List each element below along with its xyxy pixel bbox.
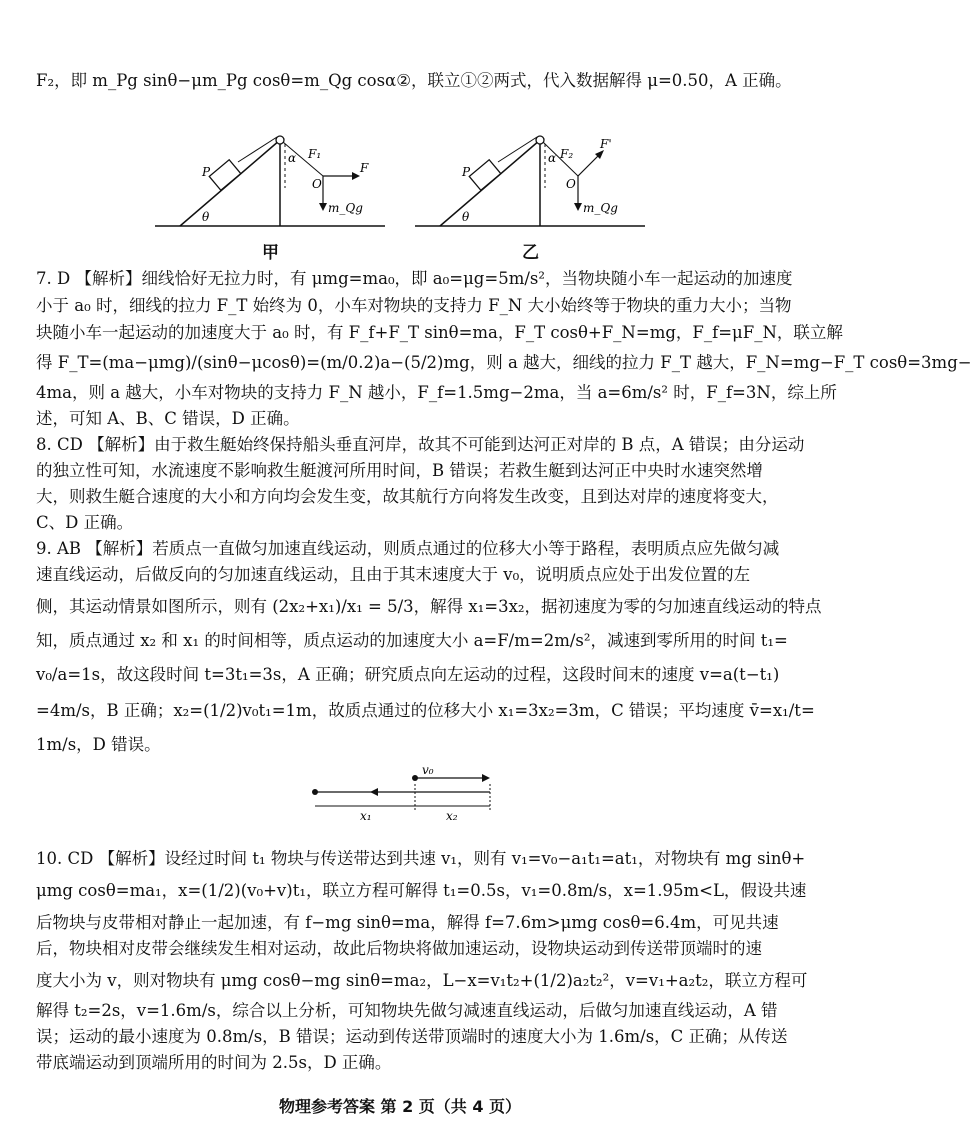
label-o: O — [566, 177, 576, 191]
intro-line: F₂，即 m_Pg sinθ−μm_Pg cosθ=m_Qg cosα②，联立①②两式，代入数据解得 μ=0.50，A 正确。 — [36, 71, 792, 90]
force-mqg-arrow — [319, 203, 327, 211]
block-p — [469, 160, 500, 191]
q10-line-4: 后，物块相对皮带会继续发生相对运动，故此后物块将做加速运动，设物块运动到传送带顶端时的速 — [36, 939, 762, 958]
q9-line-6: =4m/s，B 正确；x₂=(1/2)v₀t₁=1m，故质点通过的位移大小 x₁=3x₂=3m，C 错误；平均速度 v̄=x₁/t= — [36, 701, 815, 720]
caption-yi: 乙 — [522, 243, 539, 263]
label-alpha: α — [288, 151, 297, 165]
label-alpha: α — [548, 151, 557, 165]
label-theta: θ — [462, 210, 470, 224]
q9-line-5: v₀/a=1s，故这段时间 t=3t₁=3s，A 正确；研究质点向左运动的过程，这段时间末的速度 v=a(t−t₁) — [36, 665, 780, 684]
label-v0: v₀ — [422, 763, 434, 777]
label-p: P — [462, 165, 471, 179]
q10-line-5: 度大小为 v，则对物块有 μmg cosθ−mg sinθ=ma₂，L−x=v₁t₂+(1/2)a₂t₂²，v=v₁+a₂t₂，联立方程可 — [36, 971, 808, 990]
path-arrow — [370, 788, 378, 796]
label-o: O — [312, 177, 322, 191]
q9-line-2: 速直线运动，后做反向的匀加速直线运动，且由于其末速度大于 v₀，说明质点应处于出发位置的左 — [36, 565, 751, 584]
q10-line-6: 解得 t₂=2s，v=1.6m/s，综合以上分析，可知物块先做匀减速直线运动，后做匀加速直线运动，A 错 — [36, 1001, 778, 1020]
label-x2: x₂ — [446, 809, 458, 823]
label-mqg: m_Qg — [328, 201, 363, 215]
q8-line-1: 8. CD 【解析】由于救生艇始终保持船头垂直河岸，故其不可能到达河正对岸的 B 点，A 错误；由分运动 — [36, 435, 805, 454]
string — [238, 137, 277, 162]
q7-line-2: 小于 a₀ 时，细线的拉力 F_T 始终为 0，小车对物块的支持力 F_N 大小始终等于物块的重力大小；当物 — [36, 296, 792, 315]
q8-line-2: 的独立性可知，水流速度不影响救生艇渡河所用时间，B 错误；若救生艇到达河正中央时水速突然增 — [36, 461, 763, 480]
q9-line-7: 1m/s，D 错误。 — [36, 735, 161, 754]
q8-line-3: 大，则救生艇合速度的大小和方向均会发生变，故其航行方向将发生改变，且到达对岸的速度将变大， — [36, 487, 779, 506]
q9-line-3: 侧，其运动情景如图所示，则有 (2x₂+x₁)/x₁ = 5/3，解得 x₁=3x₂，据初速度为零的匀加速直线运动的特点 — [36, 597, 822, 616]
pulley — [536, 136, 544, 144]
q9-line-4: 知，质点通过 x₂ 和 x₁ 的时间相等，质点运动的加速度大小 a=F/m=2m/s²，减速到零所用的时间 t₁= — [36, 631, 788, 650]
q7-line-3: 块随小车一起运动的加速度大于 a₀ 时，有 F_f+F_T sinθ=ma，F_T cosθ+F_N=mg，F_f=μF_N，联立解 — [36, 323, 843, 342]
force-mqg-arrow — [574, 203, 582, 211]
q10-line-3: 后物块与皮带相对静止一起加速，有 f−mg sinθ=ma，解得 f=7.6m>μmg cosθ=6.4m，可见共速 — [36, 913, 779, 932]
label-mqg: m_Qg — [583, 201, 618, 215]
figure-yi — [410, 128, 650, 233]
q10-line-8: 带底端运动到顶端所用的时间为 2.5s，D 正确。 — [36, 1053, 392, 1072]
block-p — [209, 160, 240, 191]
label-theta: θ — [202, 210, 210, 224]
start-dot — [412, 775, 418, 781]
end-dot — [312, 789, 318, 795]
string — [498, 137, 537, 162]
pulley — [276, 136, 284, 144]
label-p: P — [202, 165, 211, 179]
figure-jia — [150, 128, 390, 233]
v0-arrowhead — [482, 774, 490, 782]
force-f-arrow — [352, 172, 360, 180]
motion-diagram — [300, 762, 510, 822]
label-f1: F₁ — [308, 147, 322, 161]
label-f2: F₂ — [560, 147, 574, 161]
page-footer: 物理参考答案 第 2 页（共 4 页） — [278, 1097, 522, 1116]
q10-line-1: 10. CD 【解析】设经过时间 t₁ 物块与传送带达到共速 v₁，则有 v₁=v₀−a₁t₁=at₁，对物块有 mg sinθ+ — [36, 849, 806, 868]
force-fp — [578, 154, 600, 176]
label-fp: F' — [600, 137, 612, 151]
caption-jia: 甲 — [262, 243, 279, 263]
q9-line-1: 9. AB 【解析】若质点一直做匀加速直线运动，则质点通过的位移大小等于路程，表明质点应先做匀减 — [36, 539, 780, 558]
q7-line-6: 述，可知 A、B、C 错误，D 正确。 — [36, 409, 300, 428]
q7-line-4: 得 F_T=(ma−μmg)/(sinθ−μcosθ)=(m/0.2)a−(5/2)mg，则 a 越大，细线的拉力 F_T 越大，F_N=mg−F_T cosθ=3mg− — [36, 353, 972, 372]
q8-line-4: C、D 正确。 — [36, 513, 134, 532]
label-x1: x₁ — [360, 809, 372, 823]
q7-line-5: 4ma，则 a 越大，小车对物块的支持力 F_N 越小，F_f=1.5mg−2ma，当 a=6m/s² 时，F_f=3N，综上所 — [36, 383, 837, 402]
q7-line-1: 7. D 【解析】细线恰好无拉力时，有 μmg=ma₀，即 a₀=μg=5m/s²，当物块随小车一起运动的加速度 — [36, 269, 793, 288]
label-f: F — [360, 161, 369, 175]
q10-line-7: 误；运动的最小速度为 0.8m/s，B 错误；运动到传送带顶端时的速度大小为 1.6m/s，C 正确；从传送 — [36, 1027, 788, 1046]
q10-line-2: μmg cosθ=ma₁，x=(1/2)(v₀+v)t₁，联立方程可解得 t₁=0.5s，v₁=0.8m/s，x=1.95m<L，假设共速 — [36, 881, 807, 900]
